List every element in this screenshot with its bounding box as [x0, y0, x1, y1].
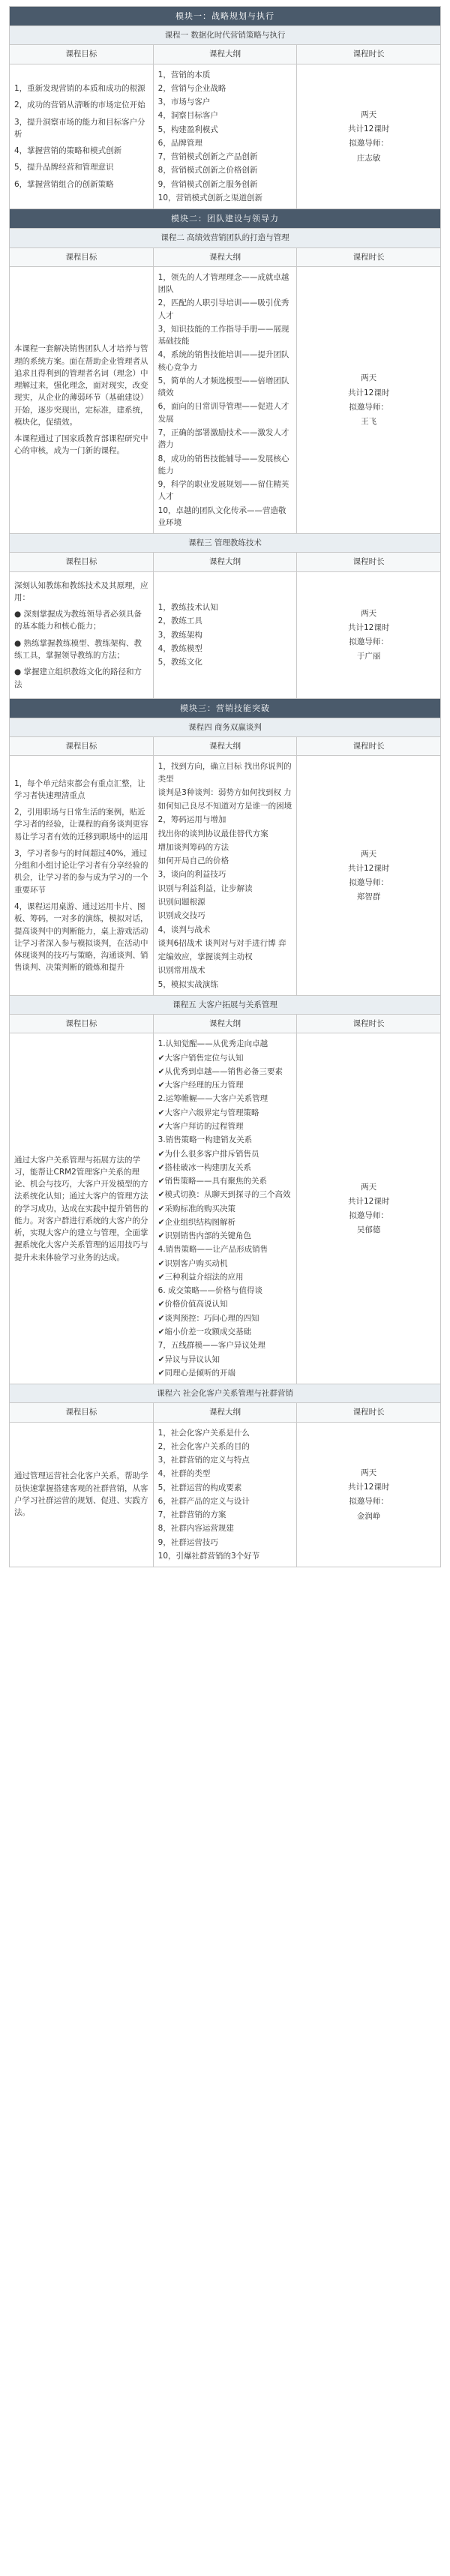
outline-item: 定编效应，掌握谈判主动权	[158, 952, 253, 962]
module-title: 模块一：战略规划与执行	[10, 7, 441, 26]
outline-item: 3，市场与客户	[158, 97, 211, 107]
course-goals	[10, 64, 154, 209]
outline-list	[158, 69, 292, 205]
outline-item: ✔缩小价差一攻额成交基础	[158, 1327, 251, 1336]
duration-line: 拟邀导师：	[349, 139, 388, 148]
module-row	[10, 7, 441, 26]
duration-line: 王飞	[361, 417, 377, 427]
course-content-row	[10, 266, 441, 533]
outline-list	[158, 760, 292, 991]
module-title: 模块二：团队建设与领导力	[10, 209, 441, 229]
column-header-row	[10, 247, 441, 266]
course-title-row	[10, 995, 441, 1014]
outline-item: 5，模拟实战演练	[158, 979, 218, 989]
duration-line: 共计12课时	[347, 863, 390, 873]
outline-item: 7，社群营销的方案	[158, 1510, 226, 1520]
duration-line: 两天	[361, 849, 377, 859]
outline-item: ✔识别客户购买动机	[158, 1258, 228, 1268]
outline-item: 7，正确的部署激励技术——激发人才潜力	[158, 428, 290, 450]
duration-line: 共计12课时	[347, 388, 390, 397]
goal-item: 本课程一套解决销售团队人才培养与管理的系统方案。面在帮助企业管理者从追求且得利到的管理者名词（理念）中理解过来，强化理念，面对现实，改变现实，从企业的薄弱环节（基础建设）开始，逐步突现出，定标准，建系统，模块化，促绩效。	[14, 344, 148, 427]
outline-item: ✔为什么很多客户排斥销售员	[158, 1149, 260, 1159]
outline-item: 找出你的谈判协议最佳替代方案	[158, 829, 268, 838]
goal-item: 4，掌握营销的策略和模式创新	[14, 146, 122, 156]
outline-item: ✔采购标准的购买决策	[158, 1204, 236, 1213]
course-content-row	[10, 1422, 441, 1567]
goal-item: 6，掌握营销组合的创新策略	[14, 179, 114, 189]
header-goal: 课程目标	[10, 553, 154, 571]
outline-item: 如何开局自己的价格	[158, 856, 230, 866]
outline-item: 2，教练工具	[158, 616, 202, 626]
column-header-row	[10, 45, 441, 64]
column-header-row	[10, 553, 441, 571]
course-duration	[297, 1033, 441, 1384]
course-title: 课程六 社会化客户关系管理与社群营销	[10, 1384, 441, 1403]
module-row	[10, 698, 441, 718]
outline-item: 1.认知觉醒——从优秀走向卓越	[158, 1039, 268, 1049]
outline-item: ✔价格价值高说认知	[158, 1300, 228, 1309]
column-header-row	[10, 1403, 441, 1422]
outline-item: 2，营销与企业战略	[158, 83, 226, 93]
goal-item: 5，提升品牌经营和管理意识	[14, 163, 114, 172]
course-outline	[153, 266, 297, 533]
outline-item: 识别问题根源	[158, 898, 206, 907]
header-goal: 课程目标	[10, 1403, 154, 1422]
header-time: 课程时长	[297, 1015, 441, 1033]
header-goal: 课程目标	[10, 45, 154, 64]
outline-item: 2，社会化客户关系的目的	[158, 1441, 250, 1451]
duration-line: 吴郁德	[356, 1225, 381, 1235]
header-time: 课程时长	[297, 1403, 441, 1422]
header-outline: 课程大纲	[153, 737, 297, 756]
outline-item: 10，引爆社群营销的3个好节	[158, 1551, 260, 1561]
outline-item: 识别常用战术	[158, 966, 206, 976]
outline-item: ✔三种利益介绍法的应用	[158, 1272, 244, 1282]
course-document	[9, 6, 441, 1567]
duration-line: 两天	[361, 608, 377, 618]
outline-item: ✔大客户六级界定与管理策略	[158, 1108, 260, 1117]
course-goals	[10, 756, 154, 996]
outline-item: 4.销售策略——让产品形成销售	[158, 1245, 268, 1255]
course-table	[9, 6, 441, 1567]
outline-item: 谈判是3种谈判：弱势方如何找到权 力	[158, 787, 292, 797]
outline-item: 识别与利益利益，让步解读	[158, 883, 253, 893]
outline-item: 谈判6招战术 谈判对与对手进行博 弈	[158, 938, 286, 948]
header-goal: 课程目标	[10, 247, 154, 266]
course-goals	[10, 266, 154, 533]
course-title: 课程四 商务双赢谈判	[10, 718, 441, 736]
course-title-row	[10, 534, 441, 553]
outline-item: 9，科学的职业发展规划——留住精英人才	[158, 480, 290, 502]
course-goals	[10, 1033, 154, 1384]
outline-list	[158, 601, 292, 668]
course-title-row	[10, 1384, 441, 1403]
goal-item: 1，每个单元结束都会有重点汇整，让学习者快速理清重点	[14, 778, 146, 800]
outline-item: 2，匹配的人职引导培训——吸引优秀人才	[158, 298, 290, 320]
outline-item: 5，教练文化	[158, 658, 202, 667]
duration-line: 两天	[361, 1182, 377, 1192]
column-header-row	[10, 1015, 441, 1033]
duration-line: 庄志敏	[356, 153, 381, 163]
outline-item: 4，系统的销售技能培训——提升团队核心竞争力	[158, 350, 290, 372]
outline-item: ✔谈判预控：巧问心理的四知	[158, 1313, 260, 1323]
outline-item: 2，筹码运用与增加	[158, 815, 226, 825]
course-duration	[297, 756, 441, 996]
duration-line: 共计12课时	[347, 622, 390, 632]
outline-item: 5，社群运营的构成要素	[158, 1483, 242, 1492]
outline-item: 7，五线群模——客户异议处理	[158, 1341, 266, 1351]
outline-item: ✔大客户销售定位与认知	[158, 1053, 244, 1063]
outline-item: 3.销售策略一构建销友关系	[158, 1135, 253, 1145]
outline-item: 10，卓越的团队文化传承——营造敬业环境	[158, 505, 286, 527]
goal-item: 通过管理运营社会化客户关系，帮助学员快速掌握搭建客观的社群营销，从客户学习社群运营的规划、促进、实践方法。	[14, 1471, 148, 1518]
course-outline	[153, 756, 297, 996]
course-duration	[297, 571, 441, 698]
outline-item: ✔大客户经理的压力管理	[158, 1081, 244, 1090]
outline-list	[158, 1038, 292, 1379]
outline-item: 2.运筹帷幄——大客户关系管理	[158, 1094, 268, 1104]
outline-item: ✔企业组织结构图解析	[158, 1217, 236, 1227]
header-outline: 课程大纲	[153, 45, 297, 64]
outline-item: 3，谈向的利益技巧	[158, 870, 226, 880]
outline-item: ✔大客户拜访的过程管理	[158, 1122, 244, 1131]
header-outline: 课程大纲	[153, 247, 297, 266]
duration-line: 于广丽	[356, 652, 381, 661]
outline-item: 增加谈判筹码的方法	[158, 842, 230, 852]
duration-line: 拟邀导师：	[349, 1211, 388, 1221]
outline-item: 9，社群运营技巧	[158, 1537, 218, 1547]
goal-item: 2，引用职场与日常生活的案例，贴近学习者的经验，让课程的商务谈判更容易让学习者有效的迁移到职场中的运用	[14, 808, 148, 841]
module-title: 模块三：营销技能突破	[10, 698, 441, 718]
outline-item: 3，社群营销的定义与特点	[158, 1456, 250, 1465]
outline-item: ✔异议与异议认知	[158, 1354, 220, 1364]
header-time: 课程时长	[297, 247, 441, 266]
outline-item: ✔从优秀到卓越——销售必备三要素	[158, 1066, 283, 1076]
outline-item: 6，社群产品的定义与设计	[158, 1496, 250, 1506]
duration-line: 共计12课时	[347, 124, 390, 134]
goal-item: 2，成功的营销从清晰的市场定位开始	[14, 100, 146, 110]
course-duration	[297, 64, 441, 209]
header-outline: 课程大纲	[153, 1403, 297, 1422]
outline-item: 4，洞察目标客户	[158, 111, 218, 121]
course-goals	[10, 1422, 154, 1567]
duration-line: 拟邀导师：	[349, 1497, 388, 1507]
goal-item: 3，提升洞察市场的能力和目标客户分析	[14, 117, 146, 139]
goal-item: 深刻认知教练和教练技术及其原理，应用：	[14, 580, 148, 602]
goal-item: ● 深刻掌握成为教练领导者必须具备的基本能力和核心能力；	[14, 610, 142, 631]
goal-item: 4，课程运用桌游、通过运用卡片、图板、筹码，一对多的演练，模拟对话，提高谈判中的判断能力，桌上游戏活动让学习者深入参与模拟谈判，在活动中体现谈判的技巧与策略，沟通谈判、销售谈判、决策判断的锻炼和提升	[14, 902, 148, 973]
course-duration	[297, 1422, 441, 1567]
outline-item: 1，营销的本质	[158, 70, 211, 79]
duration-line: 拟邀导师：	[349, 402, 388, 412]
outline-list	[158, 271, 292, 529]
outline-item: 如何知己良尽不知道对方是谁一的困境	[158, 802, 292, 811]
header-time: 课程时长	[297, 553, 441, 571]
duration-line: 两天	[361, 1468, 377, 1477]
course-title: 课程二 高绩效营销团队的打造与管理	[10, 229, 441, 247]
outline-item: ✔模式切换：从聊天到探寻的三个高效	[158, 1190, 291, 1200]
course-content-row	[10, 571, 441, 698]
goal-item: 本课程通过了国家质教育部课程研究中心的审核，成为一门新的课程。	[14, 434, 148, 456]
goal-item: ● 熟练掌握教练模型、教练架构、教练工具，掌握领导教练的方法；	[14, 638, 142, 660]
header-goal: 课程目标	[10, 737, 154, 756]
course-title: 课程三 管理教练技术	[10, 534, 441, 553]
module-row	[10, 209, 441, 229]
duration-line: 共计12课时	[347, 1483, 390, 1492]
outline-item: 1，找到方向，确立目标 找出你说判的类型	[158, 762, 292, 784]
outline-item: 10，营销模式创新之渠道创新	[158, 193, 263, 202]
outline-item: 4，教练模型	[158, 643, 202, 653]
outline-item: 8，社群内容运营规建	[158, 1524, 234, 1534]
course-content-row	[10, 756, 441, 996]
duration-line: 郑智群	[356, 892, 381, 902]
outline-item: 3，知识技能的工作指导手册——展现基础技能	[158, 324, 290, 346]
course-outline	[153, 64, 297, 209]
outline-item: 1，社会化客户关系是什么	[158, 1428, 250, 1438]
outline-item: 1，教练技术认知	[158, 603, 218, 613]
outline-item: 6. 成交策略——价格与值得谈	[158, 1286, 263, 1296]
course-title: 课程一 数据化时代营销策略与执行	[10, 26, 441, 45]
duration-line: 共计12课时	[347, 1196, 390, 1206]
course-content-row	[10, 64, 441, 209]
outline-item: 1，领先的人才管理理念——成就卓越团队	[158, 272, 290, 295]
course-goals	[10, 571, 154, 698]
column-header-row	[10, 737, 441, 756]
course-outline	[153, 1422, 297, 1567]
goal-item: 1，重新发现营销的本质和成功的根源	[14, 83, 146, 93]
course-duration	[297, 266, 441, 533]
course-content-row	[10, 1033, 441, 1384]
header-time: 课程时长	[297, 737, 441, 756]
header-goal: 课程目标	[10, 1015, 154, 1033]
duration-line: 两天	[361, 373, 377, 383]
outline-item: 3，教练架构	[158, 630, 202, 640]
duration-line: 两天	[361, 109, 377, 119]
course-outline	[153, 571, 297, 698]
course-outline	[153, 1033, 297, 1384]
header-outline: 课程大纲	[153, 1015, 297, 1033]
duration-line: 金润峥	[356, 1511, 381, 1521]
outline-list	[158, 1427, 292, 1563]
goal-item: 3，学习者参与的时间超过40%，通过分组和小组讨论让学习者有分享经验的机会，让学习者的参与成为学习的一个重要环节	[14, 848, 148, 895]
course-title-row	[10, 718, 441, 736]
outline-item: ✔识别销售内部的关键角色	[158, 1231, 251, 1241]
outline-item: 8，营销模式创新之价格创新	[158, 166, 258, 175]
outline-item: ✔销售策略——具有聚焦的关系	[158, 1177, 267, 1186]
outline-item: ✔搭桂破冰一构建朋友关系	[158, 1162, 251, 1172]
goal-item: ● 掌握建立组织教练文化的路径和方法	[14, 667, 142, 689]
outline-item: 8，成功的销售技能辅导——发展核心能力	[158, 454, 290, 475]
course-title-row	[10, 229, 441, 247]
course-title-row	[10, 26, 441, 45]
outline-item: 7，营销模式创新之产品创新	[158, 152, 258, 162]
outline-item: 6，面向的日常训导管理——促进人才发展	[158, 402, 290, 424]
outline-item: 识别成交技巧	[158, 911, 206, 921]
header-outline: 课程大纲	[153, 553, 297, 571]
duration-line: 拟邀导师：	[349, 878, 388, 888]
outline-item: 4，谈判与战术	[158, 925, 211, 934]
header-time: 课程时长	[297, 45, 441, 64]
course-title: 课程五 大客户拓展与关系管理	[10, 995, 441, 1014]
goal-item: 通过大客户关系管理与拓展方法的学习，能帮让CRM2管理客户关系的理论、机会与技巧，大客户开发模型的方法系统化认知；通过大客户的管理方法的学习成功，达成在实践中提升销售的能力。对客户群进行系统的大客户的分析，实现大客户的建立与管理，全面掌握系统化大客户关系管理的运用技巧与提升未来体验学习业务的达成。	[14, 1155, 148, 1262]
outline-item: 4，社群的类型	[158, 1469, 211, 1479]
outline-item: 9，营销模式创新之服务创新	[158, 179, 258, 189]
outline-item: ✔同理心是倾听的开端	[158, 1368, 236, 1378]
duration-line: 拟邀导师：	[349, 637, 388, 647]
outline-item: 5，简单的人才频选模型——倍增团队绩效	[158, 376, 290, 398]
outline-item: 6，品牌管理	[158, 138, 202, 148]
outline-item: 5，构建盈利模式	[158, 124, 218, 134]
